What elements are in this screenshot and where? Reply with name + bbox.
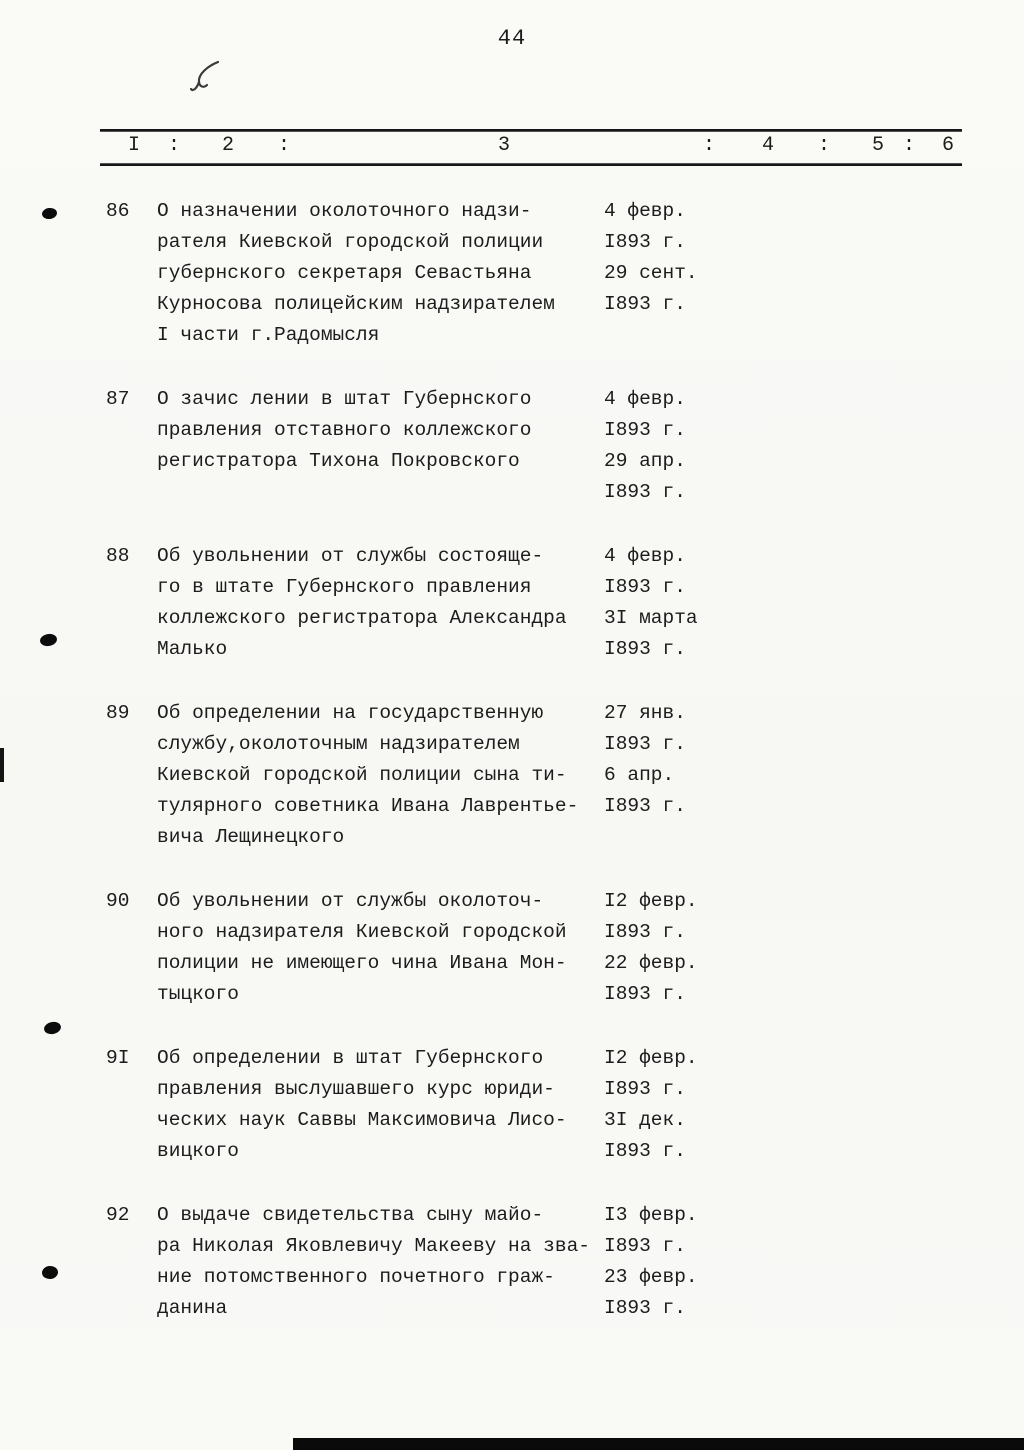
entry-text-line: правления отставного коллежского xyxy=(157,419,532,441)
entry-date: 3I марта xyxy=(604,607,698,629)
entry-text-line: Об увольнении от службы околоточ- xyxy=(157,890,544,912)
entry-line xyxy=(157,1074,1024,1105)
entry-lines xyxy=(157,886,1024,1010)
entry-line xyxy=(157,603,1024,634)
entry-date: 23 февр. xyxy=(604,1266,698,1288)
entry-date: I2 февр. xyxy=(604,1047,698,1069)
header-column-label: I xyxy=(128,134,141,157)
entry-lines xyxy=(157,1043,1024,1167)
scan-edge-artifact-left xyxy=(0,748,4,782)
entry-date: I893 г. xyxy=(604,419,686,441)
entry-line xyxy=(157,1231,1024,1262)
entry-line xyxy=(157,1105,1024,1136)
header-cells xyxy=(0,134,1024,162)
entry-line xyxy=(157,822,1024,853)
entry-lines xyxy=(157,541,1024,665)
header-column-label: 3 xyxy=(498,134,511,157)
entry-line xyxy=(157,1136,1024,1167)
entry-text-line: рателя Киевской городской полиции xyxy=(157,231,544,253)
entry-text-line: полиции не имеющего чина Ивана Мон- xyxy=(157,952,567,974)
entry-row xyxy=(0,1200,1024,1324)
entry-number: 88 xyxy=(106,545,130,567)
entry-date: 22 февр. xyxy=(604,952,698,974)
entry-text-line: О зачис лении в штат Губернского xyxy=(157,388,532,410)
entry-lines xyxy=(157,196,1024,351)
entry-line xyxy=(157,289,1024,320)
entry-text-line: О выдаче свидетельства сыну майо- xyxy=(157,1204,544,1226)
header-separator: : xyxy=(903,134,916,157)
entry-line xyxy=(157,541,1024,572)
header-column-label: 5 xyxy=(872,134,885,157)
entry-line xyxy=(157,729,1024,760)
entry-line xyxy=(157,415,1024,446)
entry-text-line: тулярного советника Ивана Лаврентье- xyxy=(157,795,579,817)
entry-line xyxy=(157,917,1024,948)
entry-text-line: О назначении околоточного надзи- xyxy=(157,200,532,222)
entry-text-line: Об определении на государственную xyxy=(157,702,544,724)
entry-date: I893 г. xyxy=(604,921,686,943)
entry-text-line: ра Николая Яковлевичу Макееву на зва- xyxy=(157,1235,590,1257)
entry-text-line: регистратора Тихона Покровского xyxy=(157,450,520,472)
entry-line xyxy=(157,446,1024,477)
entry-date: 4 февр. xyxy=(604,388,686,410)
entry-date: 6 апр. xyxy=(604,764,675,786)
header-column-label: 6 xyxy=(942,134,955,157)
entry-date: 3I дек. xyxy=(604,1109,686,1131)
entry-lines xyxy=(157,384,1024,508)
entry-text-line: Курносова полицейским надзирателем xyxy=(157,293,555,315)
entry-date: 29 апр. xyxy=(604,450,686,472)
entry-line xyxy=(157,572,1024,603)
header-column-label: 4 xyxy=(762,134,775,157)
entry-line xyxy=(157,1262,1024,1293)
entry-date: I893 г. xyxy=(604,1140,686,1162)
entry-text-line: Об определении в штат Губернского xyxy=(157,1047,544,1069)
entry-line xyxy=(157,948,1024,979)
entry-line xyxy=(157,196,1024,227)
entry-text-line: губернского секретаря Севастьяна xyxy=(157,262,532,284)
entry-text-line: службу,околоточным надзирателем xyxy=(157,733,520,755)
entry-number: 92 xyxy=(106,1204,130,1226)
entry-date: I3 февр. xyxy=(604,1204,698,1226)
header-separator: : xyxy=(278,134,291,157)
entry-line xyxy=(157,791,1024,822)
entry-line xyxy=(157,1043,1024,1074)
header-rule-bottom xyxy=(100,163,962,166)
entry-date: I893 г. xyxy=(604,293,686,315)
entry-number: 87 xyxy=(106,388,130,410)
entry-line xyxy=(157,227,1024,258)
entry-text-line: правления выслушавшего курс юриди- xyxy=(157,1078,555,1100)
scan-edge-artifact-bottom xyxy=(293,1438,1024,1450)
entry-text-line: ческих наук Саввы Максимовича Лисо- xyxy=(157,1109,567,1131)
entry-row xyxy=(0,384,1024,508)
entry-date: I893 г. xyxy=(604,1297,686,1319)
entry-row xyxy=(0,886,1024,1010)
entry-date: I893 г. xyxy=(604,733,686,755)
entry-line xyxy=(157,258,1024,289)
entry-text-line: данина xyxy=(157,1297,228,1319)
handwritten-mark xyxy=(188,58,232,106)
entry-text-line: ние потомственного почетного граж- xyxy=(157,1266,555,1288)
entry-line xyxy=(157,1200,1024,1231)
entry-date: I2 февр. xyxy=(604,890,698,912)
entry-line xyxy=(157,384,1024,415)
entry-date: I893 г. xyxy=(604,983,686,1005)
entry-number: 89 xyxy=(106,702,130,724)
entries-list xyxy=(0,196,1024,1357)
entry-text-line: Малько xyxy=(157,638,228,660)
entry-line xyxy=(157,760,1024,791)
entry-date: 27 янв. xyxy=(604,702,686,724)
entry-lines xyxy=(157,698,1024,853)
entry-row xyxy=(0,541,1024,665)
entry-text-line: го в штате Губернского правления xyxy=(157,576,532,598)
entry-lines xyxy=(157,1200,1024,1324)
entry-text-line: Киевской городской полиции сына ти- xyxy=(157,764,567,786)
handwritten-mark-glyph xyxy=(188,58,232,106)
entry-date: I893 г. xyxy=(604,1235,686,1257)
entry-line xyxy=(157,477,1024,508)
entry-line xyxy=(157,320,1024,351)
entry-text-line: ного надзирателя Киевской городской xyxy=(157,921,567,943)
entry-text-line: I части г.Радомысля xyxy=(157,324,380,346)
entry-date: 4 февр. xyxy=(604,200,686,222)
entry-number: 86 xyxy=(106,200,130,222)
entry-date: I893 г. xyxy=(604,638,686,660)
entry-line xyxy=(157,1293,1024,1324)
entry-text-line: вича Лещинецкого xyxy=(157,826,345,848)
entry-date: I893 г. xyxy=(604,231,686,253)
entry-row xyxy=(0,196,1024,351)
entry-date: I893 г. xyxy=(604,481,686,503)
entry-date: I893 г. xyxy=(604,576,686,598)
entry-number: 90 xyxy=(106,890,130,912)
entry-text-line: Об увольнении от службы состояще- xyxy=(157,545,544,567)
header-separator: : xyxy=(818,134,831,157)
entry-text-line: вицкого xyxy=(157,1140,239,1162)
entry-text-line: коллежского регистратора Александра xyxy=(157,607,567,629)
entry-date: I893 г. xyxy=(604,1078,686,1100)
entry-line xyxy=(157,886,1024,917)
entry-row xyxy=(0,698,1024,853)
header-separator: : xyxy=(168,134,181,157)
entry-line xyxy=(157,634,1024,665)
entry-date: I893 г. xyxy=(604,795,686,817)
entry-row xyxy=(0,1043,1024,1167)
header-column-label: 2 xyxy=(222,134,235,157)
entry-line xyxy=(157,698,1024,729)
entry-date: 29 сент. xyxy=(604,262,698,284)
header-separator: : xyxy=(703,134,716,157)
entry-number: 9I xyxy=(106,1047,130,1069)
entry-date: 4 февр. xyxy=(604,545,686,567)
entry-line xyxy=(157,979,1024,1010)
entry-text-line xyxy=(157,477,604,508)
header-rule-top xyxy=(100,129,962,132)
entry-text-line: тыцкого xyxy=(157,983,239,1005)
page-number: 44 xyxy=(497,26,527,51)
